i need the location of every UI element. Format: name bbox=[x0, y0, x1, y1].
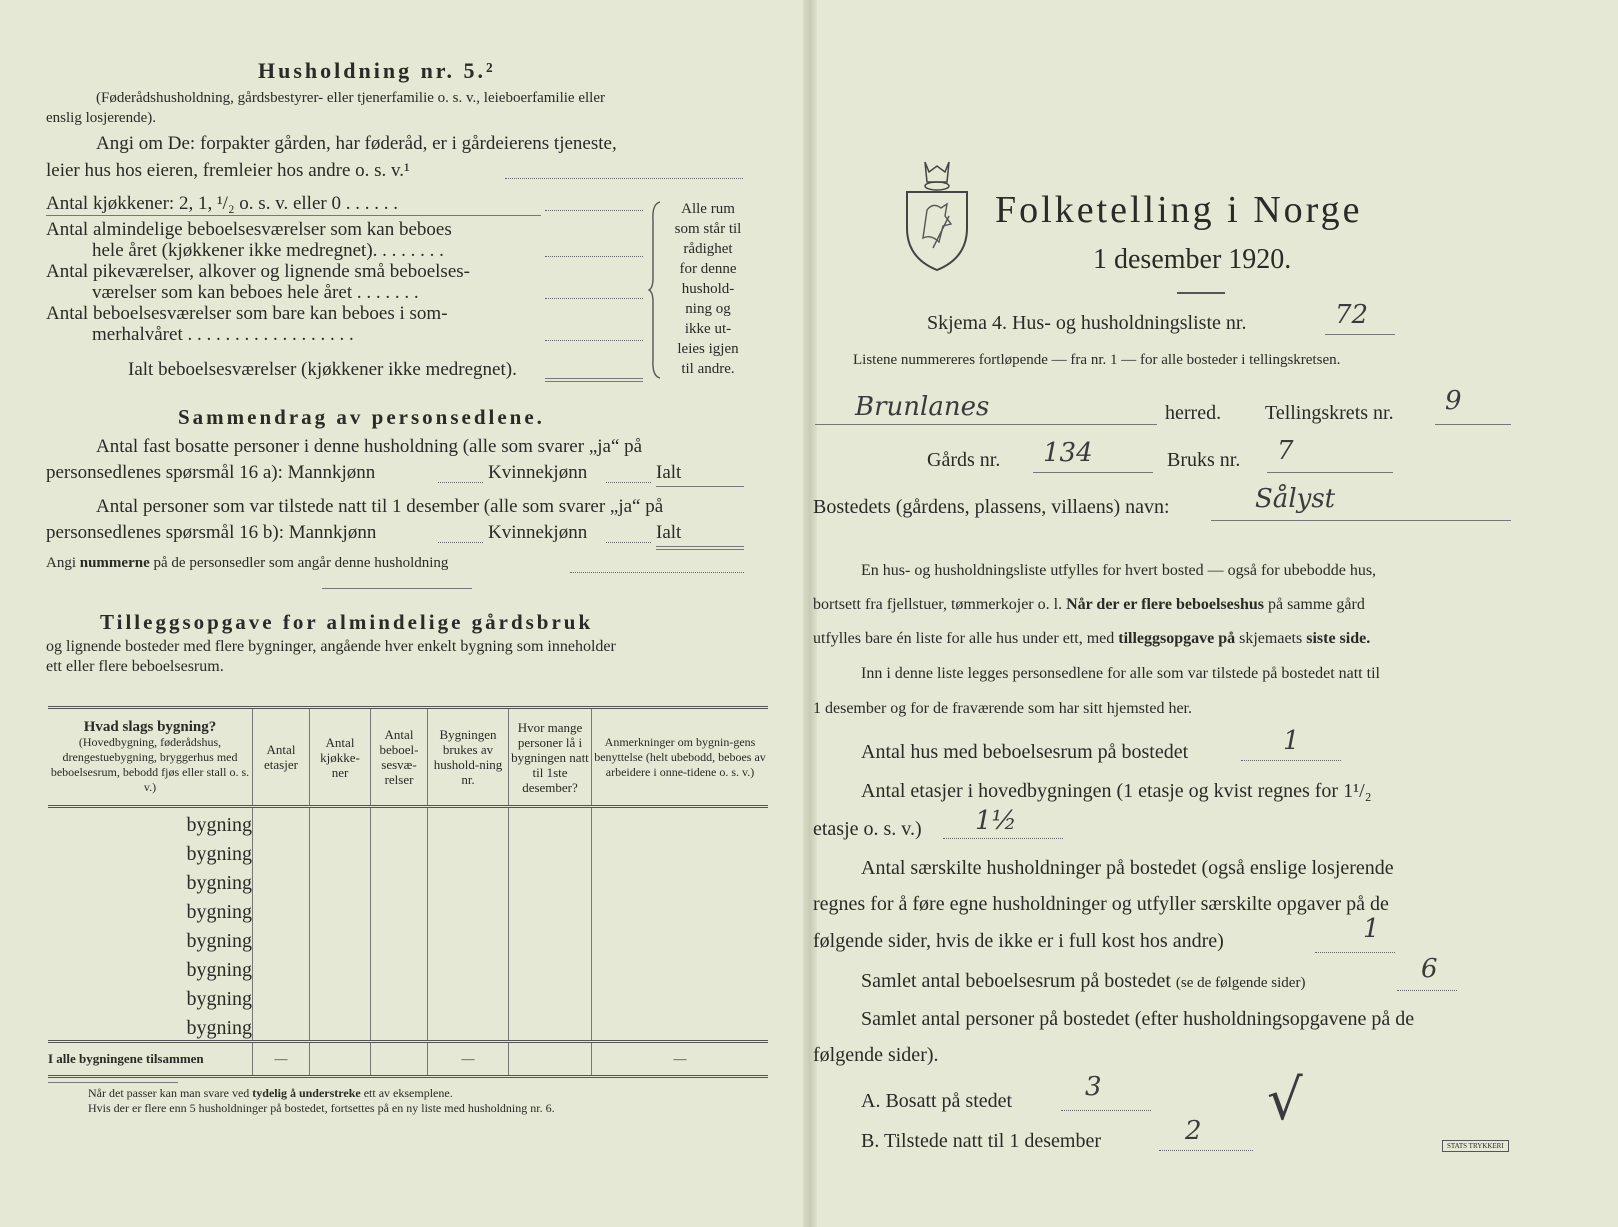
table-row: bygning bbox=[48, 807, 768, 838]
kvinne-2: Kvinnekjønn bbox=[488, 522, 588, 543]
summary-line-2: personsedlenes spørsmål 16 a): Mannkjønn bbox=[46, 462, 376, 483]
q-hush-2: regnes for å føre egne husholdninger og utfyller særskilte opgaver på de bbox=[813, 893, 1389, 915]
a-hus: 1 bbox=[1283, 726, 1300, 756]
table-row: bygning bbox=[48, 982, 768, 1011]
a-etasjer: 1½ bbox=[975, 806, 1017, 836]
table-row: bygning bbox=[48, 924, 768, 953]
bosted-label: Bostedets (gårdens, plassens, villaens) navn: bbox=[813, 496, 1170, 518]
angi-numre: Angi nummerne på de personsedler som angår denne husholdning bbox=[46, 555, 449, 571]
intro-3: utfylles bare én liste for alle hus under ett, med tilleggsopgave på skjemaets siste side. bbox=[813, 630, 1371, 647]
a-bosatt: 3 bbox=[1085, 1072, 1102, 1102]
angi-line-1: Angi om De: forpakter gården, har føderåd, er i gårdeierens tjeneste, bbox=[96, 133, 617, 154]
a-tilstede: 2 bbox=[1185, 1116, 1202, 1146]
gards-label: Gårds nr. bbox=[927, 449, 1001, 471]
col-persons: Hvor mange personer lå i bygningen natt til 1ste desember? bbox=[509, 708, 592, 807]
q-hush-3: følgende sider, hvis de ikke er i full kost hos andre) bbox=[813, 930, 1224, 952]
footnote-1: Når det passer kan man svare ved tydelig å understreke ett av eksemplene. bbox=[88, 1086, 453, 1100]
q-etasjer-2: etasje o. s. v.) bbox=[813, 818, 922, 840]
q-pers-2: følgende sider). bbox=[813, 1044, 939, 1066]
col-floors: Antal etasjer bbox=[253, 708, 310, 807]
printer-stamp: STATS TRYKKERI bbox=[1442, 1140, 1509, 1152]
summary-title: Sammendrag av personsedlene. bbox=[178, 405, 545, 429]
census-date: 1 desember 1920. bbox=[1093, 244, 1292, 275]
bruks-label: Bruks nr. bbox=[1167, 449, 1241, 471]
a-rum: 6 bbox=[1421, 954, 1438, 984]
col-household: Bygningen brukes av hushold-ning nr. bbox=[428, 708, 509, 807]
household-title: Husholdning nr. 5.² bbox=[258, 58, 496, 83]
q-tilstede: B. Tilstede natt til 1 desember bbox=[861, 1130, 1101, 1152]
ialt-1: Ialt bbox=[656, 462, 682, 483]
summary-line-4: personsedlenes spørsmål 16 b): Mannkjønn bbox=[46, 522, 377, 543]
intro-1: En hus- og husholdningsliste utfylles for hvert bosted — også for ubebodde hus, bbox=[861, 562, 1377, 579]
table-row: bygning bbox=[48, 866, 768, 895]
a-hush: 1 bbox=[1363, 914, 1380, 944]
bosted-value: Sålyst bbox=[1255, 484, 1336, 514]
krets-value: 9 bbox=[1445, 386, 1462, 416]
q-pers-1: Samlet antal personer på bostedet (efter husholdningsopgavene på de bbox=[861, 1008, 1415, 1030]
check-mark: √ bbox=[1267, 1068, 1303, 1133]
skjema-number: 72 bbox=[1335, 300, 1369, 330]
brace bbox=[648, 200, 664, 380]
rooms-ordinary-cont: hele året (kjøkkener ikke medregnet). . . . . . . . bbox=[92, 240, 444, 261]
intro-5: 1 desember og for de fraværende som har sitt hjemsted her. bbox=[813, 700, 1192, 717]
q-hush-1: Antal særskilte husholdninger på bostedet (også enslige losjerende bbox=[861, 857, 1394, 879]
household-note: (Føderådshusholdning, gårdsbestyrer- eller tjenerfamilie o. s. v., leieboerfamilie eller bbox=[96, 90, 605, 106]
skjema-label: Skjema 4. Hus- og husholdningsliste nr. bbox=[927, 312, 1247, 334]
col-rooms: Antal beboel-sesvæ-relser bbox=[371, 708, 428, 807]
summary-line-1: Antal fast bosatte personer i denne husholdning (alle som svarer „ja“ på bbox=[96, 436, 643, 457]
herred-value: Brunlanes bbox=[855, 392, 990, 422]
rooms-maids-cont: værelser som kan beboes hele året . . . . . . . bbox=[92, 282, 419, 303]
table-row: bygning bbox=[48, 1011, 768, 1042]
rooms-summer: Antal beboelsesværelser som bare kan beboes i som- bbox=[46, 303, 448, 324]
col-building-type: Hvad slags bygning? (Hovedbygning, føderådshus, drengestuebygning, bryggerhus med beboelsesrum, bebodd fjøs eller stall o. s. v.) bbox=[50, 718, 250, 794]
census-title: Folketelling i Norge bbox=[995, 189, 1363, 231]
q-rum: Samlet antal beboelsesrum på bostedet (se de følgende sider) bbox=[861, 970, 1306, 992]
krets-label: Tellingskrets nr. bbox=[1265, 402, 1394, 424]
col-kitchens: Antal kjøkke-ner bbox=[310, 708, 371, 807]
angi-answer-line bbox=[505, 178, 743, 179]
listene-note: Listene nummereres fortløpende — fra nr. 1 — for alle bosteder i tellingskretsen. bbox=[853, 352, 1341, 368]
gards-value: 134 bbox=[1043, 438, 1093, 468]
table-row: bygning bbox=[48, 953, 768, 982]
herred-label: herred. bbox=[1165, 402, 1222, 424]
coat-of-arms-icon bbox=[903, 158, 971, 276]
col-remarks: Anmerkninger om bygnin-gens benyttelse (helt ubebodd, beboes av arbeidere i onne-tidene o. s. v.) bbox=[592, 708, 769, 807]
right-page bbox=[815, 0, 1618, 1227]
intro-2: bortsett fra fjellstuer, tømmerkojer o. l. Når der er flere beboelseshus på samme gård bbox=[813, 596, 1365, 613]
table-total-row: I alle bygningene tilsammen — — — bbox=[48, 1042, 768, 1077]
supplement-line-1: og lignende bosteder med flere bygninger, angående hver enkelt bygning som inneholder bbox=[46, 638, 616, 655]
rooms-summer-cont: merhalvåret . . . . . . . . . . . . . . . . . . bbox=[92, 324, 354, 345]
q-hus: Antal hus med beboelsesrum på bostedet bbox=[861, 741, 1189, 763]
table-header-row bbox=[48, 708, 768, 807]
intro-4: Inn i denne liste legges personsedlene for alle som var tilstede på bostedet natt til bbox=[861, 665, 1380, 682]
table-row: bygning bbox=[48, 895, 768, 924]
rooms-total: Ialt beboelsesværelser (kjøkkener ikke medregnet). bbox=[128, 359, 517, 380]
ialt-2: Ialt bbox=[656, 522, 682, 543]
brace-note: Alle rum som står til rådighet for denne hushold- ning og ikke ut- leies igjen til andre. bbox=[674, 201, 742, 377]
kvinne-1: Kvinnekjønn bbox=[488, 462, 588, 483]
household-note-cont: enslig losjerende). bbox=[46, 110, 156, 126]
angi-line-2: leier hus hos eieren, fremleier hos andre o. s. v.¹ bbox=[46, 160, 410, 181]
table-row: bygning bbox=[48, 837, 768, 866]
summary-line-3: Antal personer som var tilstede natt til 1 desember (alle som svarer „ja“ på bbox=[96, 496, 664, 517]
rooms-ordinary: Antal almindelige beboelsesværelser som kan beboes bbox=[46, 219, 452, 240]
bruks-value: 7 bbox=[1277, 436, 1294, 466]
rooms-maids: Antal pikeværelser, alkover og lignende små beboelses- bbox=[46, 261, 470, 282]
footnote-2: Hvis der er flere enn 5 husholdninger på bostedet, fortsettes på en ny liste med husholdning nr. 6. bbox=[88, 1101, 555, 1115]
supplement-title: Tilleggsopgave for almindelige gårdsbruk bbox=[100, 610, 594, 634]
left-page bbox=[0, 0, 808, 1227]
supplement-line-2: ett eller flere beboelsesrum. bbox=[46, 658, 224, 675]
q-bosatt: A. Bosatt på stedet bbox=[861, 1090, 1013, 1112]
buildings-table bbox=[48, 706, 768, 1078]
q-etasjer-1: Antal etasjer i hovedbygningen (1 etasje og kvist regnes for 1¹/₂ bbox=[861, 780, 1372, 802]
rooms-kitchens: Antal kjøkkener: 2, 1, ¹/₂ o. s. v. eller 0 . . . . . . bbox=[46, 193, 398, 214]
